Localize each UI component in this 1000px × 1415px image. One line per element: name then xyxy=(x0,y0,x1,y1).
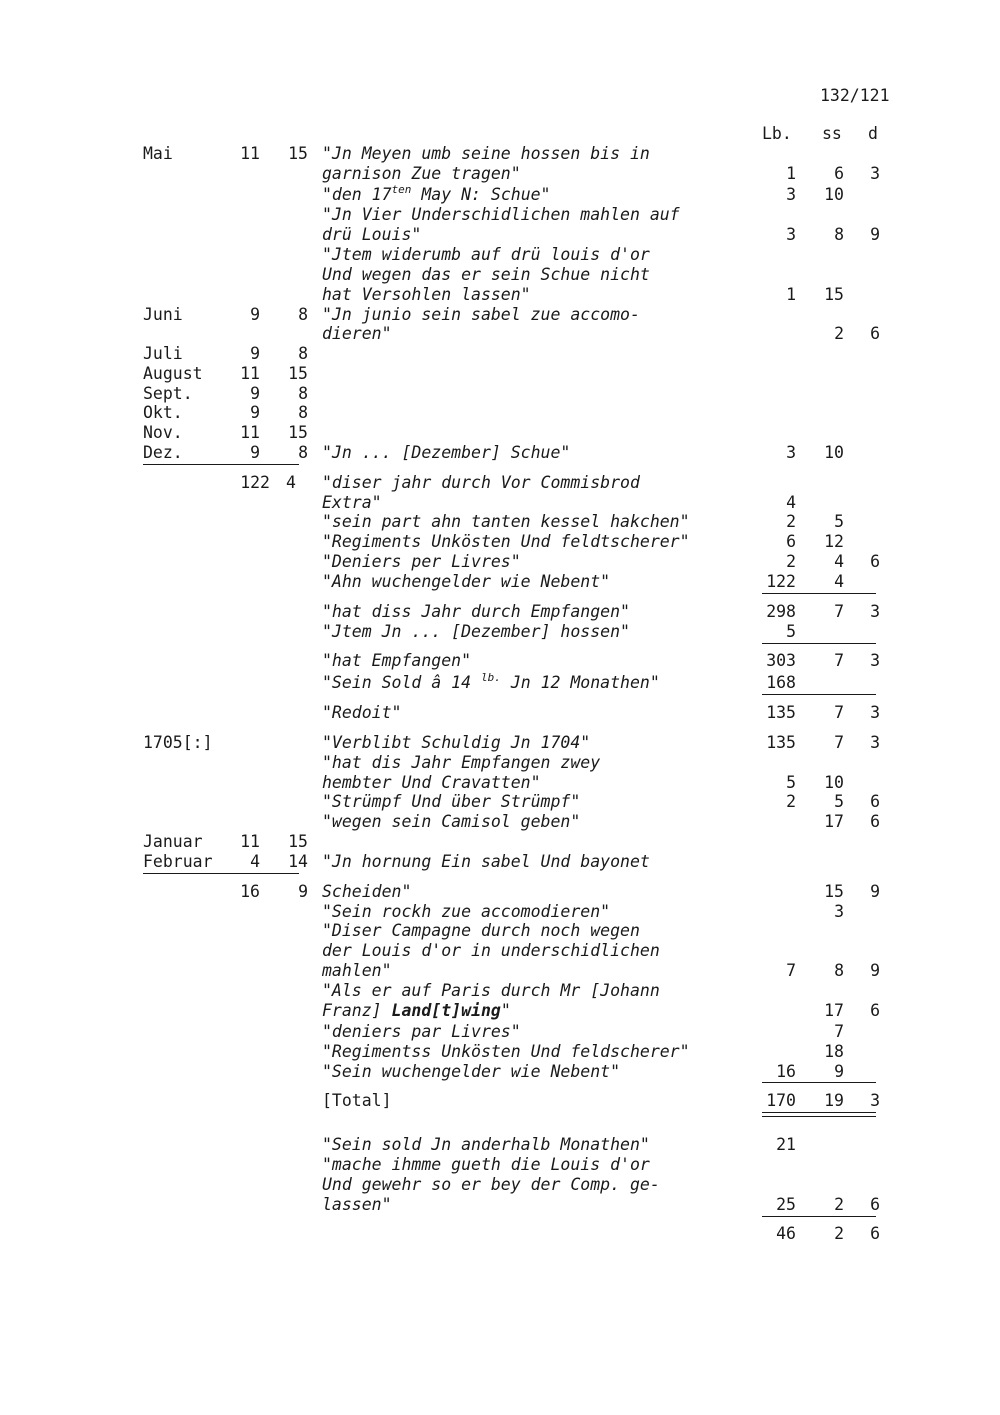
amount-lb: 2 xyxy=(786,512,796,531)
subtotal-b: 4 xyxy=(286,473,296,492)
entry-text: drü Louis" xyxy=(322,225,422,244)
final-total-d: 6 xyxy=(870,1224,880,1243)
entry-text: "Sein Sold â 14 $^{lb.}$ Jn 12 Monathen" xyxy=(322,671,660,692)
amount-ss: 2 xyxy=(834,1195,844,1214)
header-lb: Lb. xyxy=(762,124,792,143)
final-total-lb: 46 xyxy=(776,1224,796,1243)
entry-text: "Regiments Unkösten Und feldtscherer" xyxy=(322,532,690,551)
amount-ss: 7 xyxy=(834,602,844,621)
amount-ss: 7 xyxy=(834,651,844,670)
amount-d: 3 xyxy=(870,703,880,722)
header-d: d xyxy=(868,124,878,143)
entry-text: "diser jahr durch Vor Commisbrod xyxy=(322,473,640,492)
amount-lb: 25 xyxy=(776,1195,796,1214)
rule-line xyxy=(143,464,299,465)
amount-ss: 15 xyxy=(824,882,844,901)
amount-ss: 17 xyxy=(824,1001,844,1020)
amount-d: 6 xyxy=(870,552,880,571)
amount-lb: 3 xyxy=(786,185,796,204)
amount-lb: 135 xyxy=(766,703,796,722)
entry-text: dieren" xyxy=(322,324,392,343)
entry-text: "mache ihmme gueth die Louis d'or xyxy=(322,1155,650,1174)
amount-ss: 5 xyxy=(834,512,844,531)
month-value-a: 9 xyxy=(250,344,260,363)
amount-ss: 17 xyxy=(824,812,844,831)
rule-line xyxy=(762,593,876,594)
amount-ss: 5 xyxy=(834,792,844,811)
amount-ss: 3 xyxy=(834,902,844,921)
amount-ss: 8 xyxy=(834,225,844,244)
amount-lb: 3 xyxy=(786,225,796,244)
month-value-b: 8 xyxy=(298,344,308,363)
amount-lb: 135 xyxy=(766,733,796,752)
entry-text: Franz] Land[t]wing" xyxy=(322,1001,511,1020)
amount-ss: 7 xyxy=(834,1022,844,1041)
month-label: Dez. xyxy=(143,443,183,462)
entry-text: Und gewehr so er bey der Comp. ge- xyxy=(322,1175,660,1194)
amount-ss: 15 xyxy=(824,285,844,304)
amount-ss: 10 xyxy=(824,443,844,462)
subtotal-b: 9 xyxy=(298,882,308,901)
month-value-a: 11 xyxy=(240,832,260,851)
month-value-a: 9 xyxy=(250,384,260,403)
entry-text: "Diser Campagne durch noch wegen xyxy=(322,921,640,940)
entry-text: "Jn junio sein sabel zue accomo- xyxy=(322,305,640,324)
amount-ss: 8 xyxy=(834,961,844,980)
entry-text: "Strümpf Und über Strümpf" xyxy=(322,792,581,811)
entry-text: mahlen" xyxy=(322,961,392,980)
rule-line xyxy=(762,643,876,644)
amount-lb: 1 xyxy=(786,164,796,183)
month-value-b: 8 xyxy=(298,443,308,462)
amount-ss: 10 xyxy=(824,185,844,204)
month-label: Nov. xyxy=(143,423,183,442)
month-label: Februar xyxy=(143,852,213,871)
entry-text: "Jn Meyen umb seine hossen bis in xyxy=(322,144,650,163)
month-label: Mai xyxy=(143,144,173,163)
page-number: 132/121 xyxy=(820,86,890,105)
month-label: Juli xyxy=(143,344,183,363)
month-label: Okt. xyxy=(143,403,183,422)
amount-lb: 170 xyxy=(766,1091,796,1110)
amount-d: 6 xyxy=(870,812,880,831)
entry-text: hat Versohlen lassen" xyxy=(322,285,531,304)
month-value-b: 8 xyxy=(298,403,308,422)
amount-d: 3 xyxy=(870,164,880,183)
month-value-b: 8 xyxy=(298,384,308,403)
entry-text: "Jn hornung Ein sabel Und bayonet xyxy=(322,852,650,871)
amount-ss: 6 xyxy=(834,164,844,183)
double-rule-line xyxy=(762,1116,876,1117)
entry-text: "hat Empfangen" xyxy=(322,651,472,670)
amount-ss: 7 xyxy=(834,703,844,722)
entry-text: Extra" xyxy=(322,493,382,512)
month-value-b: 14 xyxy=(288,852,308,871)
amount-lb: 122 xyxy=(766,572,796,591)
entry-text: "den $17^{ten}$ May N: Schue" xyxy=(322,183,551,204)
amount-lb: 2 xyxy=(786,792,796,811)
entry-text: "Redoit" xyxy=(322,703,402,722)
month-value-a: 11 xyxy=(240,364,260,383)
entry-text: "Jn Vier Underschidlichen mahlen auf xyxy=(322,205,680,224)
month-value-b: 8 xyxy=(298,305,308,324)
amount-ss: 7 xyxy=(834,733,844,752)
month-value-a: 9 xyxy=(250,403,260,422)
amount-ss: 4 xyxy=(834,572,844,591)
entry-text: "Jtem Jn ... [Dezember] hossen" xyxy=(322,622,630,641)
header-ss: ss xyxy=(822,124,842,143)
month-label: August xyxy=(143,364,203,383)
month-value-b: 15 xyxy=(288,423,308,442)
amount-lb: 21 xyxy=(776,1135,796,1154)
amount-ss: 9 xyxy=(834,1062,844,1081)
entry-text: "hat diss Jahr durch Empfangen" xyxy=(322,602,630,621)
entry-text: "Deniers per Livres" xyxy=(322,552,521,571)
entry-text: "Jn ... [Dezember] Schue" xyxy=(322,443,571,462)
month-value-a: 11 xyxy=(240,144,260,163)
month-label: Sept. xyxy=(143,384,193,403)
rule-line xyxy=(762,1216,876,1217)
amount-d: 9 xyxy=(870,882,880,901)
entry-text: garnison Zue tragen" xyxy=(322,164,521,183)
amount-ss: 12 xyxy=(824,532,844,551)
entry-text: [Total] xyxy=(322,1091,392,1110)
amount-ss: 10 xyxy=(824,773,844,792)
entry-text: Und wegen das er sein Schue nicht xyxy=(322,265,650,284)
final-total-ss: 2 xyxy=(834,1224,844,1243)
amount-lb: 7 xyxy=(786,961,796,980)
year-label: 1705[:] xyxy=(143,733,213,752)
entry-text: "Als er auf Paris durch Mr [Johann xyxy=(322,981,660,1000)
entry-text: "Sein wuchengelder wie Nebent" xyxy=(322,1062,621,1081)
amount-lb: 2 xyxy=(786,552,796,571)
month-value-a: 9 xyxy=(250,305,260,324)
double-rule-line xyxy=(762,1112,876,1113)
amount-lb: 1 xyxy=(786,285,796,304)
entry-text: "Regimentss Unkösten Und feldscherer" xyxy=(322,1042,690,1061)
amount-lb: 3 xyxy=(786,443,796,462)
subtotal-a: 16 xyxy=(240,882,260,901)
entry-text: der Louis d'or in underschidlichen xyxy=(322,941,660,960)
amount-lb: 303 xyxy=(766,651,796,670)
entry-text: "sein part ahn tanten kessel hakchen" xyxy=(322,512,690,531)
entry-text: "hat dis Jahr Empfangen zwey xyxy=(322,753,601,772)
amount-d: 6 xyxy=(870,324,880,343)
rule-line xyxy=(143,873,299,874)
amount-lb: 5 xyxy=(786,773,796,792)
entry-text: "Jtem widerumb auf drü louis d'or xyxy=(322,245,650,264)
rule-line xyxy=(762,694,876,695)
amount-lb: 298 xyxy=(766,602,796,621)
amount-lb: 5 xyxy=(786,622,796,641)
month-label: Juni xyxy=(143,305,183,324)
amount-ss: 18 xyxy=(824,1042,844,1061)
amount-d: 3 xyxy=(870,733,880,752)
rule-line xyxy=(762,1082,876,1083)
amount-lb: 4 xyxy=(786,493,796,512)
month-value-a: 9 xyxy=(250,443,260,462)
amount-lb: 168 xyxy=(766,673,796,692)
month-value-b: 15 xyxy=(288,832,308,851)
amount-d: 6 xyxy=(870,1195,880,1214)
amount-lb: 16 xyxy=(776,1062,796,1081)
entry-text: "Verblibt Schuldig Jn 1704" xyxy=(322,733,591,752)
amount-d: 6 xyxy=(870,792,880,811)
amount-ss: 19 xyxy=(824,1091,844,1110)
amount-d: 9 xyxy=(870,961,880,980)
amount-lb: 6 xyxy=(786,532,796,551)
entry-text: "Ahn wuchengelder wie Nebent" xyxy=(322,572,611,591)
entry-text: "Sein rockh zue accomodieren" xyxy=(322,902,611,921)
entry-text: Scheiden" xyxy=(322,882,412,901)
amount-ss: 4 xyxy=(834,552,844,571)
month-value-a: 4 xyxy=(250,852,260,871)
entry-text: hembter Und Cravatten" xyxy=(322,773,541,792)
amount-d: 3 xyxy=(870,1091,880,1110)
entry-text: "Sein sold Jn anderhalb Monathen" xyxy=(322,1135,650,1154)
month-value-b: 15 xyxy=(288,144,308,163)
amount-d: 9 xyxy=(870,225,880,244)
entry-text: "wegen sein Camisol geben" xyxy=(322,812,581,831)
month-value-b: 15 xyxy=(288,364,308,383)
entry-text: "deniers par Livres" xyxy=(322,1022,521,1041)
amount-d: 3 xyxy=(870,602,880,621)
amount-d: 6 xyxy=(870,1001,880,1020)
subtotal-a: 122 xyxy=(240,473,270,492)
amount-ss: 2 xyxy=(834,324,844,343)
month-value-a: 11 xyxy=(240,423,260,442)
month-label: Januar xyxy=(143,832,203,851)
amount-d: 3 xyxy=(870,651,880,670)
entry-text: lassen" xyxy=(322,1195,392,1214)
